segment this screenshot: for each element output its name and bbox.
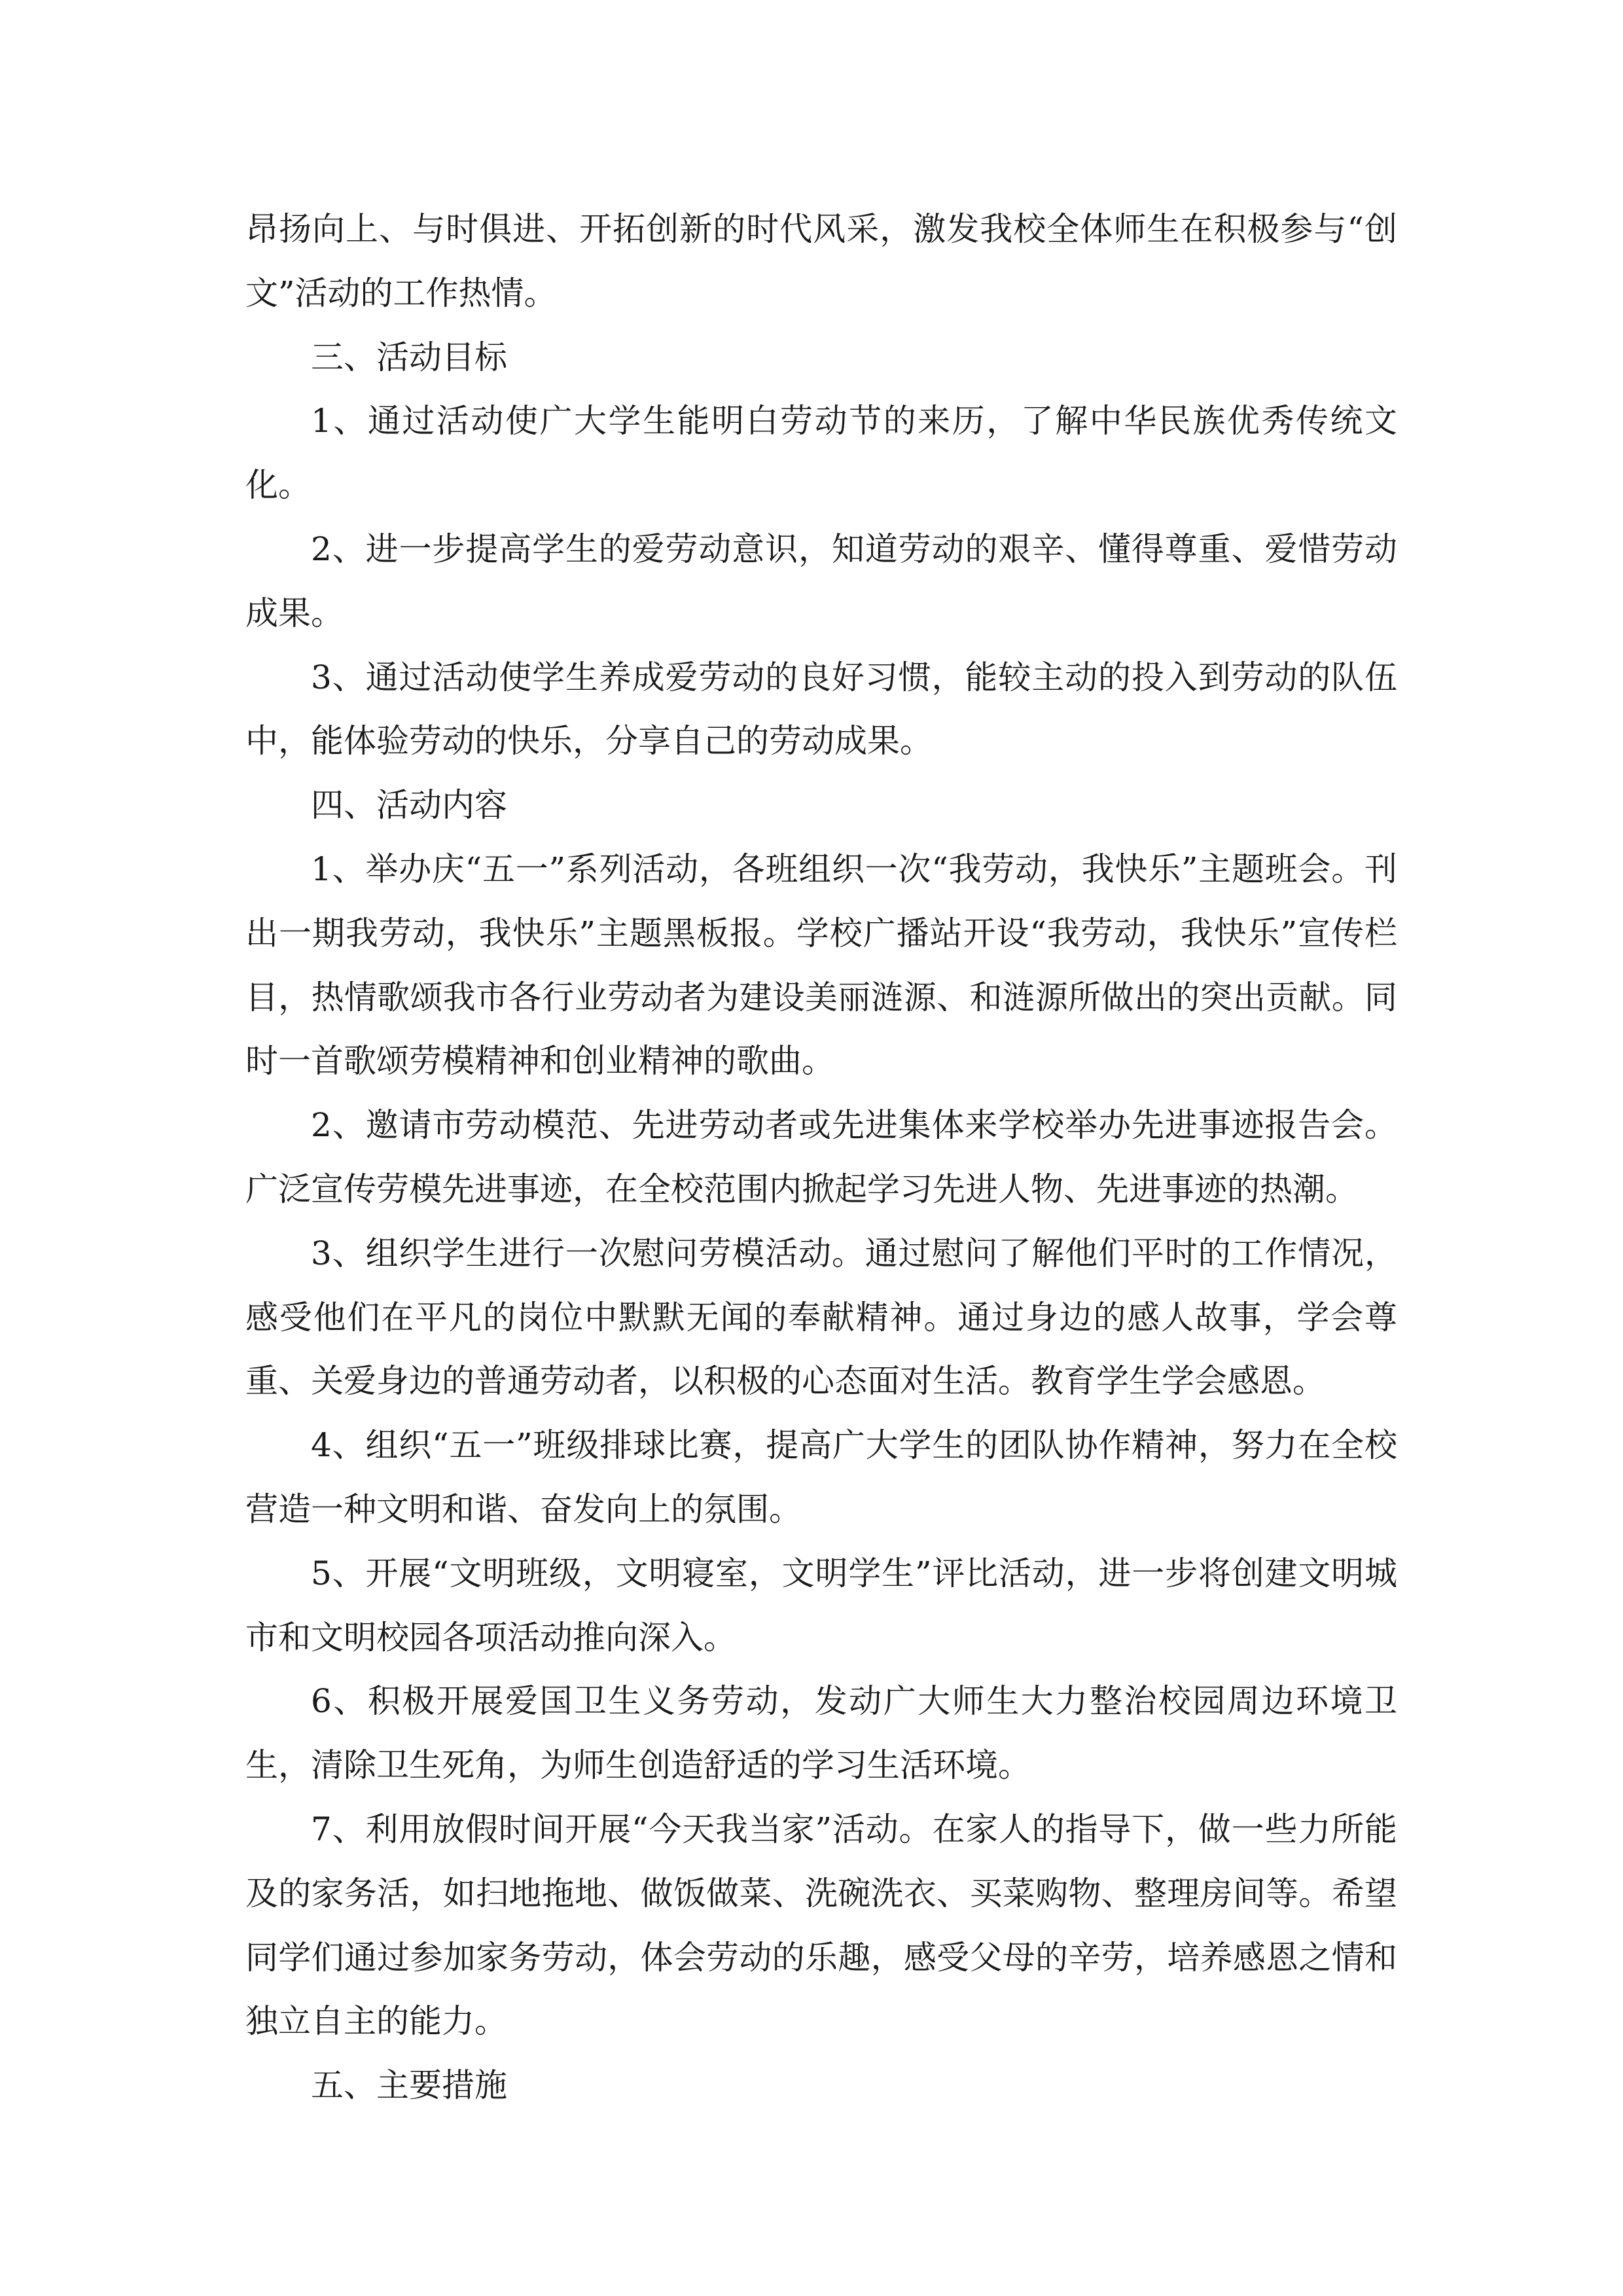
content-item-1: 1、举办庆“五一”系列活动，各班组织一次“我劳动，我快乐”主题班会。刊出一期我劳动，我快乐”主题黑板报。学校广播站开设“我劳动，我快乐”宣传栏目，热情歌颂我市各行业劳动者为建设美丽涟源、和涟源所做出的突出贡献。同时一首歌颂劳模精神和创业精神的歌曲。 [245,850,1397,1081]
section-heading-content: 四、活动内容 [311,786,507,825]
goal-item-2: 2、进一步提高学生的爱劳动意识，知道劳动的艰辛、懂得尊重、爱惜劳动成果。 [245,529,1397,632]
goal-item-1: 1、通过活动使广大学生能明白劳动节的来历，了解中华民族优秀传统文化。 [245,402,1397,505]
content-item-4: 4、组织“五一”班级排球比赛，提高广大学生的团队协作精神，努力在全校营造一种文明和谐、奋发向上的氛围。 [245,1426,1397,1528]
section-heading-goals: 三、活动目标 [311,338,507,376]
paragraph-continuation: 昂扬向上、与时俱进、开拓创新的时代风采，激发我校全体师生在积极参与“创文”活动的工作热情。 [245,210,1397,312]
goal-item-3: 3、通过活动使学生养成爱劳动的良好习惯，能较主动的投入到劳动的队伍中，能体验劳动的快乐，分享自己的劳动成果。 [245,658,1397,761]
content-item-6: 6、积极开展爱国卫生义务劳动，发动广大师生大力整治校园周边环境卫生，清除卫生死角，为师生创造舒适的学习生活环境。 [245,1682,1397,1785]
content-item-5: 5、开展“文明班级，文明寝室，文明学生”评比活动，进一步将创建文明城市和文明校园各项活动推向深入。 [245,1554,1397,1657]
section-heading-measures: 五、主要措施 [311,2066,507,2105]
content-item-3: 3、组织学生进行一次慰问劳模活动。通过慰问了解他们平时的工作情况，感受他们在平凡的岗位中默默无闻的奉献精神。通过身边的感人故事，学会尊重、关爱身边的普通劳动者，以积极的心态面对生活。教育学生学会感恩。 [245,1234,1397,1401]
document-body [245,198,1397,2118]
content-item-7: 7、利用放假时间开展“今天我当家”活动。在家人的指导下，做一些力所能及的家务活，如扫地拖地、做饭做菜、洗碗洗衣、买菜购物、整理房间等。希望同学们通过参加家务劳动，体会劳动的乐趣，感受父母的辛劳，培养感恩之情和独立自主的能力。 [245,1810,1397,2041]
content-item-2: 2、邀请市劳动模范、先进劳动者或先进集体来学校举办先进事迹报告会。广泛宣传劳模先进事迹，在全校范围内掀起学习先进人物、先进事迹的热潮。 [245,1106,1397,1208]
